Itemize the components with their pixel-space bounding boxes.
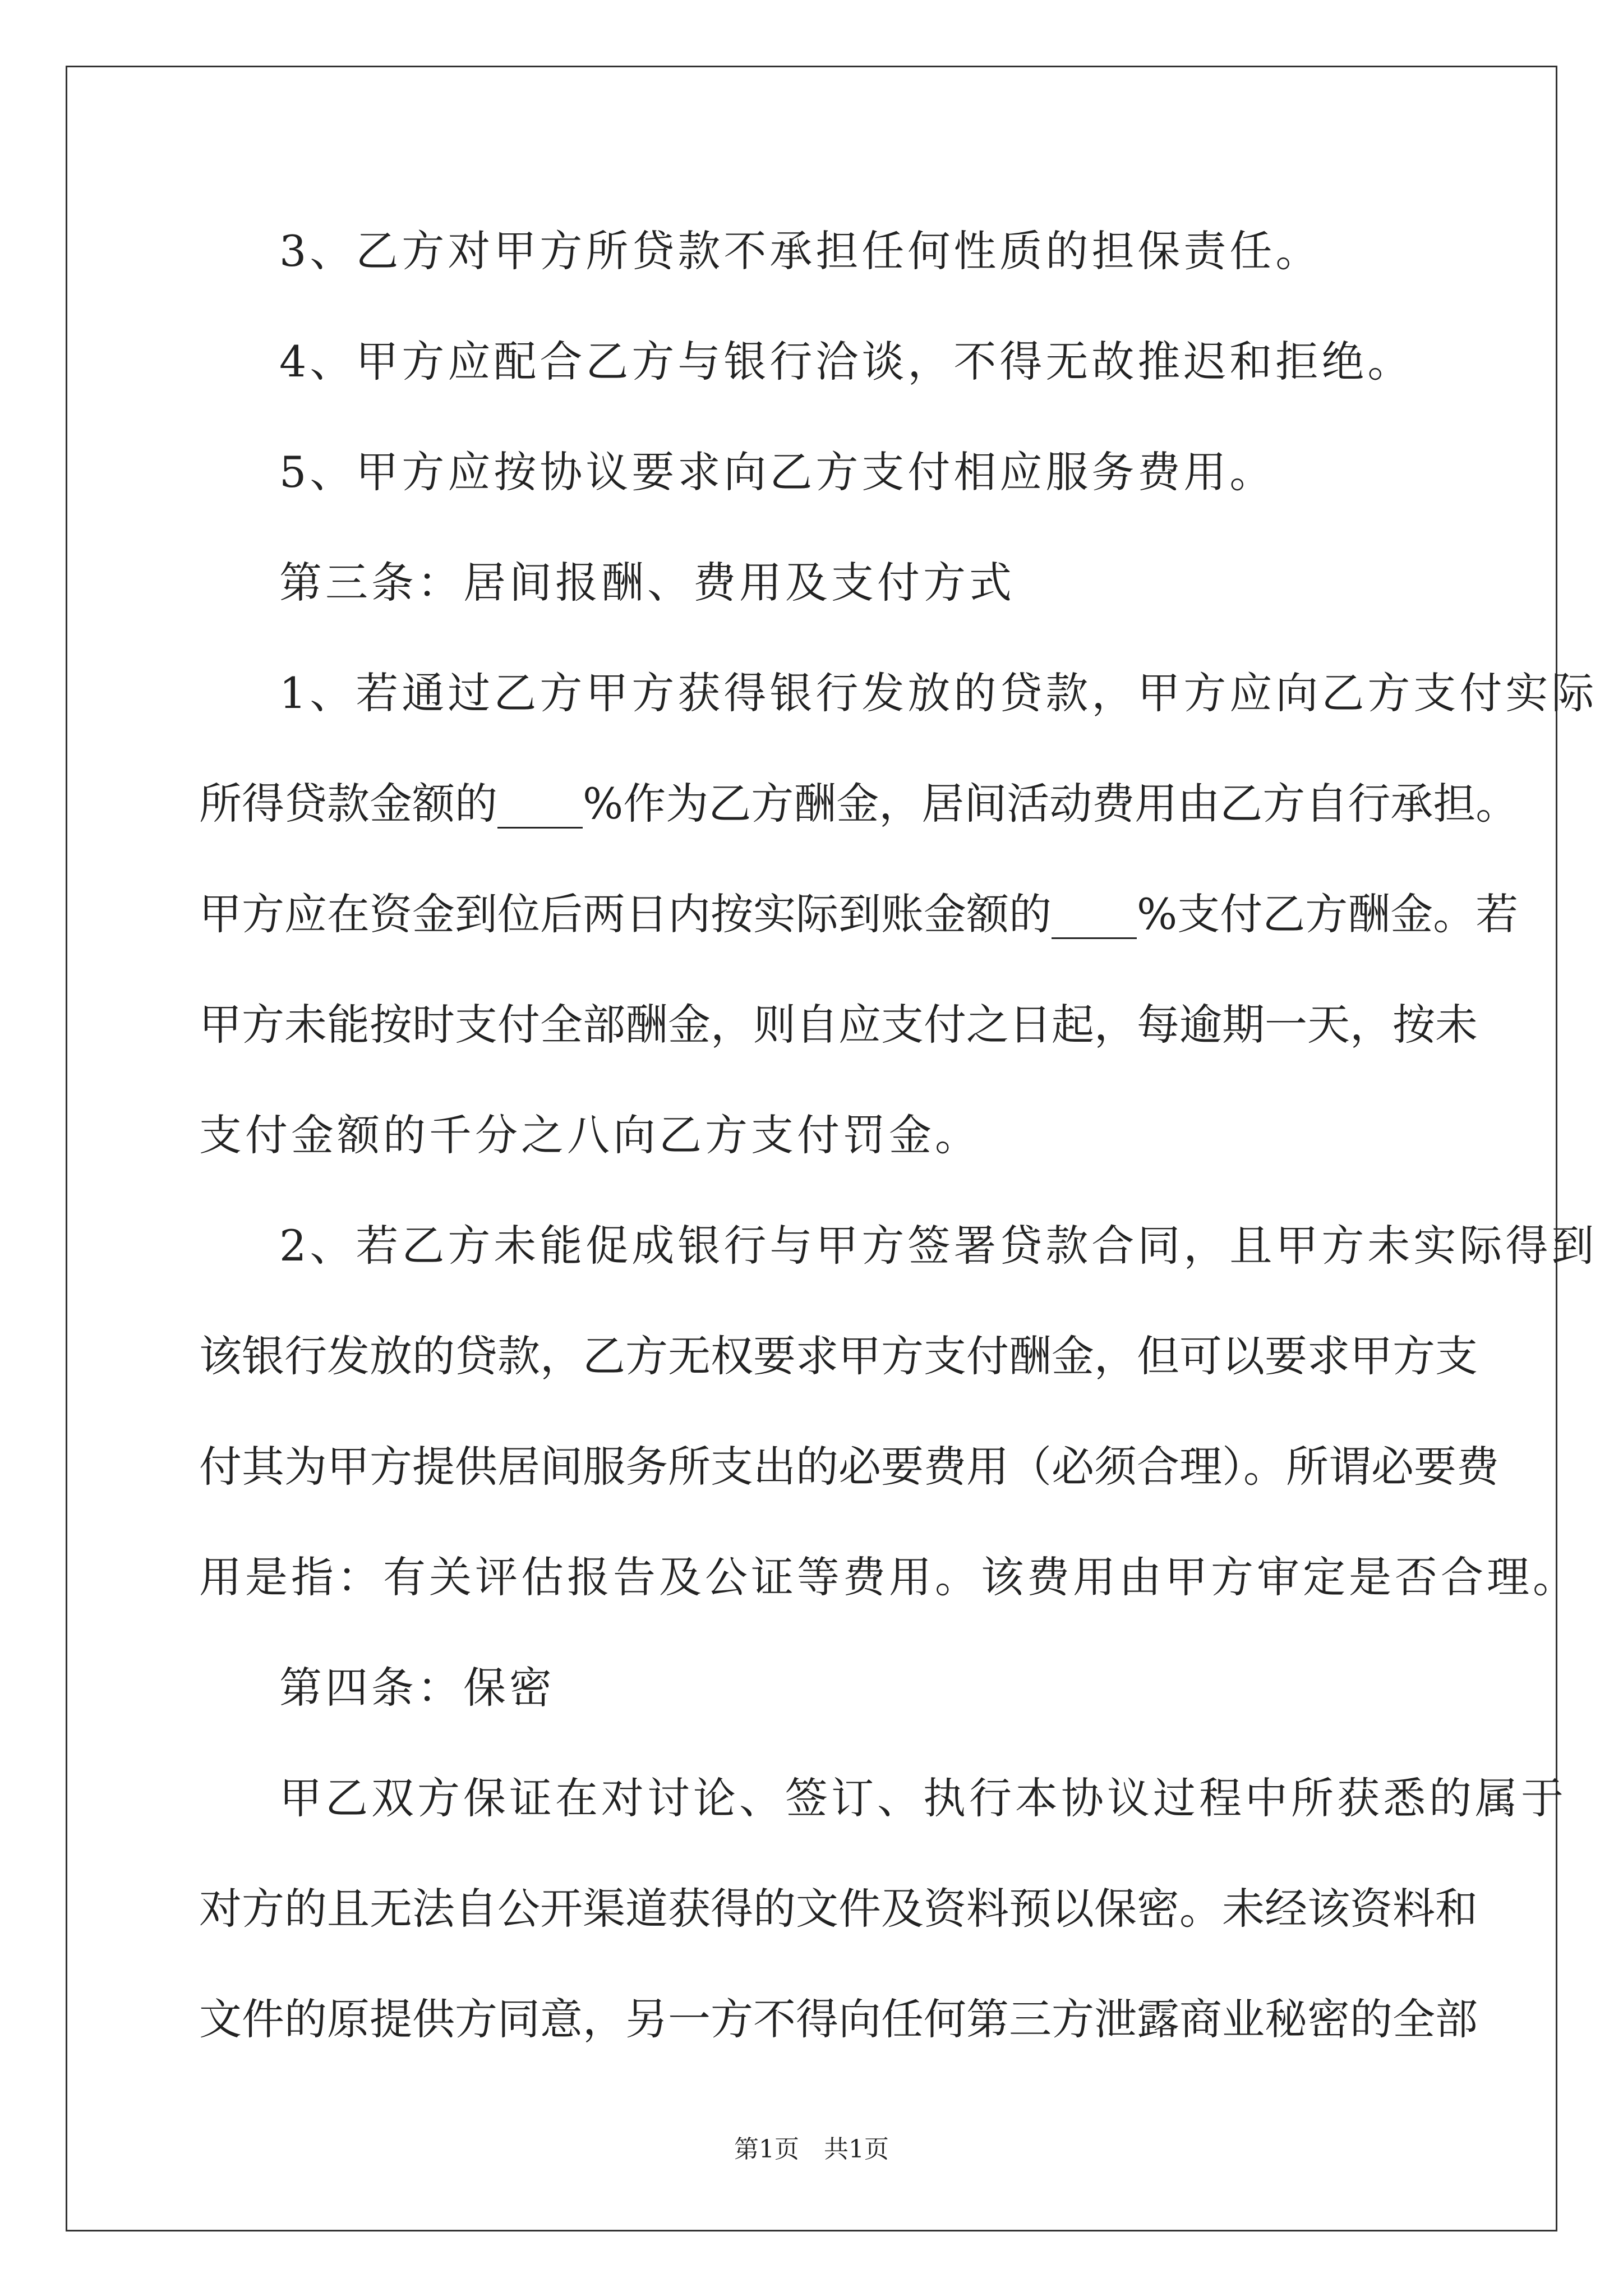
clause-line: 3、乙方对甲方所贷款不承担任何性质的担保责任。 (279, 226, 1322, 276)
paragraph-line: 支付金额的千分之八向乙方支付罚金。 (199, 1110, 981, 1160)
page-number-footer: 第1页 共1页 (734, 2135, 889, 2164)
paragraph-line: 2、若乙方未能促成银行与甲方签署贷款合同，且甲方未实际得到 (279, 1221, 1598, 1271)
section-heading: 第三条：居间报酬、费用及支付方式 (279, 558, 1015, 608)
paragraph-line: 付其为甲方提供居间服务所支出的必要费用（必须合理）。所谓必要费 (199, 1442, 1499, 1492)
clause-line: 4、甲方应配合乙方与银行洽谈，不得无故推迟和拒绝。 (279, 337, 1414, 386)
paragraph-line: 甲乙双方保证在对讨论、签订、执行本协议过程中所获悉的属于 (279, 1773, 1567, 1823)
paragraph-line: 用是指：有关评估报告及公证等费用。该费用由甲方审定是否合理。 (199, 1552, 1579, 1602)
section-heading: 第四条：保密 (279, 1663, 555, 1713)
paragraph-line: 1、若通过乙方甲方获得银行发放的贷款，甲方应向乙方支付实际 (279, 668, 1598, 718)
paragraph-line: 文件的原提供方同意，另一方不得向任何第三方泄露商业秘密的全部 (199, 1994, 1478, 2044)
paragraph-line: 甲方未能按时支付全部酬金，则自应支付之日起，每逾期一天，按未 (199, 1000, 1478, 1050)
paragraph-line: 该银行发放的贷款，乙方无权要求甲方支付酬金，但可以要求甲方支 (199, 1331, 1478, 1381)
paragraph-line: 对方的且无法自公开渠道获得的文件及资料预以保密。未经该资料和 (199, 1884, 1478, 1934)
clause-line: 5、甲方应按协议要求向乙方支付相应服务费用。 (279, 447, 1276, 497)
paragraph-line: 所得贷款金额的____%作为乙方酬金，居间活动费用由乙方自行承担。 (199, 779, 1519, 829)
paragraph-line: 甲方应在资金到位后两日内按实际到账金额的____%支付乙方酬金。若 (199, 889, 1519, 939)
